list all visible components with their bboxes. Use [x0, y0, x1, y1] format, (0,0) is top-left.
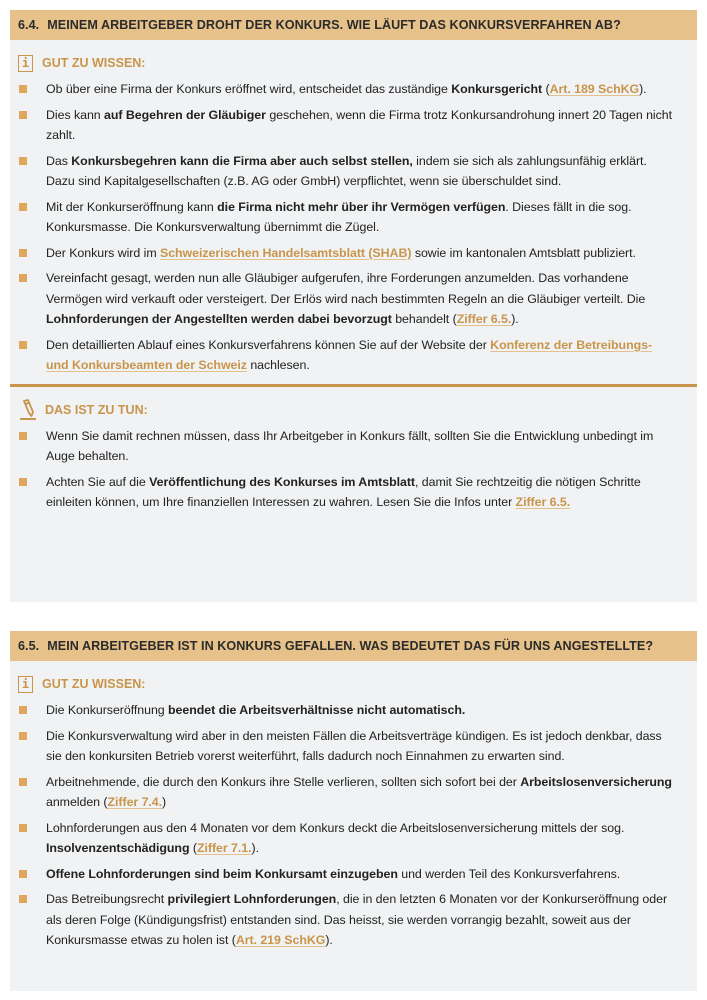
list-item: Offene Lohnforderungen sind beim Konkursamt einzugeben und werden Teil des Konkursverfahrens.	[10, 864, 697, 885]
bullet	[19, 432, 27, 440]
section-6-5	[10, 631, 697, 991]
good-to-know-title: GUT ZU WISSEN:	[42, 677, 146, 691]
good-to-know-title: GUT ZU WISSEN:	[42, 56, 146, 70]
section-6-4	[10, 10, 697, 602]
list-item: Arbeitnehmende, die durch den Konkurs ihre Stelle verlieren, sollten sich sofort bei der Arbeitslosenversicherung anmelden (Ziffer 7.4.)	[10, 772, 697, 813]
link-shab[interactable]: Schweizerischen Handelsamtsblatt (SHAB)	[159, 245, 412, 260]
bullet	[19, 895, 27, 903]
pencil-icon	[18, 399, 40, 421]
bullet	[19, 706, 27, 714]
section-number: 6.4.	[18, 18, 40, 32]
bullet	[19, 341, 27, 349]
list-item: Ob über eine Firma der Konkurs eröffnet wird, entscheidet das zuständige Konkursgericht (Art. 189 SchKG).	[10, 79, 697, 100]
list-item: Die Konkurseröffnung beendet die Arbeitsverhältnisse nicht automatisch.	[10, 700, 697, 721]
list-item: Die Konkursverwaltung wird aber in den meisten Fällen die Arbeitsverträge kündigen. Es ist jedoch denkbar, dass sie den konkursiten Betrieb vorerst weiterführt, falls dadurch noch Einnahmen zu erwarten sind.	[10, 726, 697, 767]
good-to-know-list	[10, 79, 697, 376]
bullet	[19, 478, 27, 486]
list-item: Vereinfacht gesagt, werden nun alle Gläubiger aufgerufen, ihre Forderungen anzumelden. Das vorhandene Vermögen wird verkauft oder versteigert. Der Erlös wird nach bestimmten Regeln an die Gläubiger verteilt. Die Lohnforderungen der Angestellten werden dabei bevorzugt behandelt (Ziffer 6.5.).	[10, 268, 697, 330]
to-do-title: DAS IST ZU TUN:	[45, 402, 148, 417]
list-item: Wenn Sie damit rechnen müssen, dass Ihr Arbeitgeber in Konkurs fällt, sollten Sie die Entwicklung unbedingt im Auge behalten.	[10, 426, 697, 467]
link-art-219-schkg[interactable]: Art. 219 SchKG	[235, 933, 326, 947]
info-icon: i	[18, 55, 33, 72]
good-to-know-heading	[10, 673, 697, 695]
section-title: MEIN ARBEITGEBER IST IN KONKURS GEFALLEN. WAS BEDEUTET DAS FÜR UNS ANGESTELLTE?	[47, 639, 654, 653]
list-item: Mit der Konkurseröffnung kann die Firma nicht mehr über ihr Vermögen verfügen. Dieses fällt in die sog. Konkursmasse. Die Konkursverwaltung übernimmt die Zügel.	[10, 197, 697, 238]
section-number: 6.5.	[18, 639, 40, 653]
link-ziffer-6-5[interactable]: Ziffer 6.5.	[456, 312, 512, 326]
bullet	[19, 157, 27, 165]
section-header	[10, 631, 697, 661]
bullet	[19, 111, 27, 119]
to-do-heading	[10, 399, 697, 421]
link-art-189-schkg[interactable]: Art. 189 SchKG	[549, 82, 640, 96]
bullet	[19, 870, 27, 878]
link-konferenz-betreibungsbeamte[interactable]: Konferenz der Betreibungs- und Konkursbeamten der Schweiz	[46, 337, 653, 372]
good-to-know-list	[10, 700, 697, 951]
list-item: Der Konkurs wird im Schweizerischen Handelsamtsblatt (SHAB) sowie im kantonalen Amtsblatt publiziert.	[10, 243, 697, 264]
list-item: Das Betreibungsrecht privilegiert Lohnforderungen, die in den letzten 6 Monaten vor der Konkurseröffnung oder als deren Folge (Kündigungsfrist) entstanden sind. Das heisst, sie werden vorrangig bezahlt, soweit aus der Konkursmasse etwas zu holen ist (Art. 219 SchKG).	[10, 889, 697, 951]
list-item: Lohnforderungen aus den 4 Monaten vor dem Konkurs deckt die Arbeitslosenversicherung mittels der sog. Insolvenzentschädigung (Ziffer 7.1.).	[10, 818, 697, 859]
bullet	[19, 274, 27, 282]
bullet	[19, 732, 27, 740]
divider	[10, 384, 697, 387]
to-do-list	[10, 426, 697, 513]
list-item: Dies kann auf Begehren der Gläubiger geschehen, wenn die Firma trotz Konkursandrohung innert 20 Tagen nicht zahlt.	[10, 105, 697, 146]
link-ziffer-6-5[interactable]: Ziffer 6.5.	[515, 495, 571, 509]
section-header	[10, 10, 697, 40]
good-to-know-heading	[10, 52, 697, 74]
list-item: Den detaillierten Ablauf eines Konkursverfahrens können Sie auf der Website der Konferenz der Betreibungs- und Konkursbeamten der Schweiz nachlesen.	[10, 335, 697, 376]
link-ziffer-7-4[interactable]: Ziffer 7.4.	[107, 795, 163, 809]
list-item: Achten Sie auf die Veröffentlichung des Konkurses im Amtsblatt, damit Sie rechtzeitig die nötigen Schritte einleiten können, um Ihre finanziellen Interessen zu wahren. Lesen Sie die Infos unter Ziffer 6.5.	[10, 472, 697, 513]
bullet	[19, 85, 27, 93]
info-icon: i	[18, 676, 33, 693]
link-ziffer-7-1[interactable]: Ziffer 7.1.	[196, 841, 252, 855]
list-item: Das Konkursbegehren kann die Firma aber auch selbst stellen, indem sie sich als zahlungsunfähig erklärt. Dazu sind Kapitalgesellschaften (z.B. AG oder GmbH) verpflichtet, wenn sie überschuldet sind.	[10, 151, 697, 192]
section-title: MEINEM ARBEITGEBER DROHT DER KONKURS. WIE LÄUFT DAS KONKURSVERFAHREN AB?	[47, 18, 621, 32]
bullet	[19, 249, 27, 257]
bullet	[19, 778, 27, 786]
bullet	[19, 824, 27, 832]
bullet	[19, 203, 27, 211]
